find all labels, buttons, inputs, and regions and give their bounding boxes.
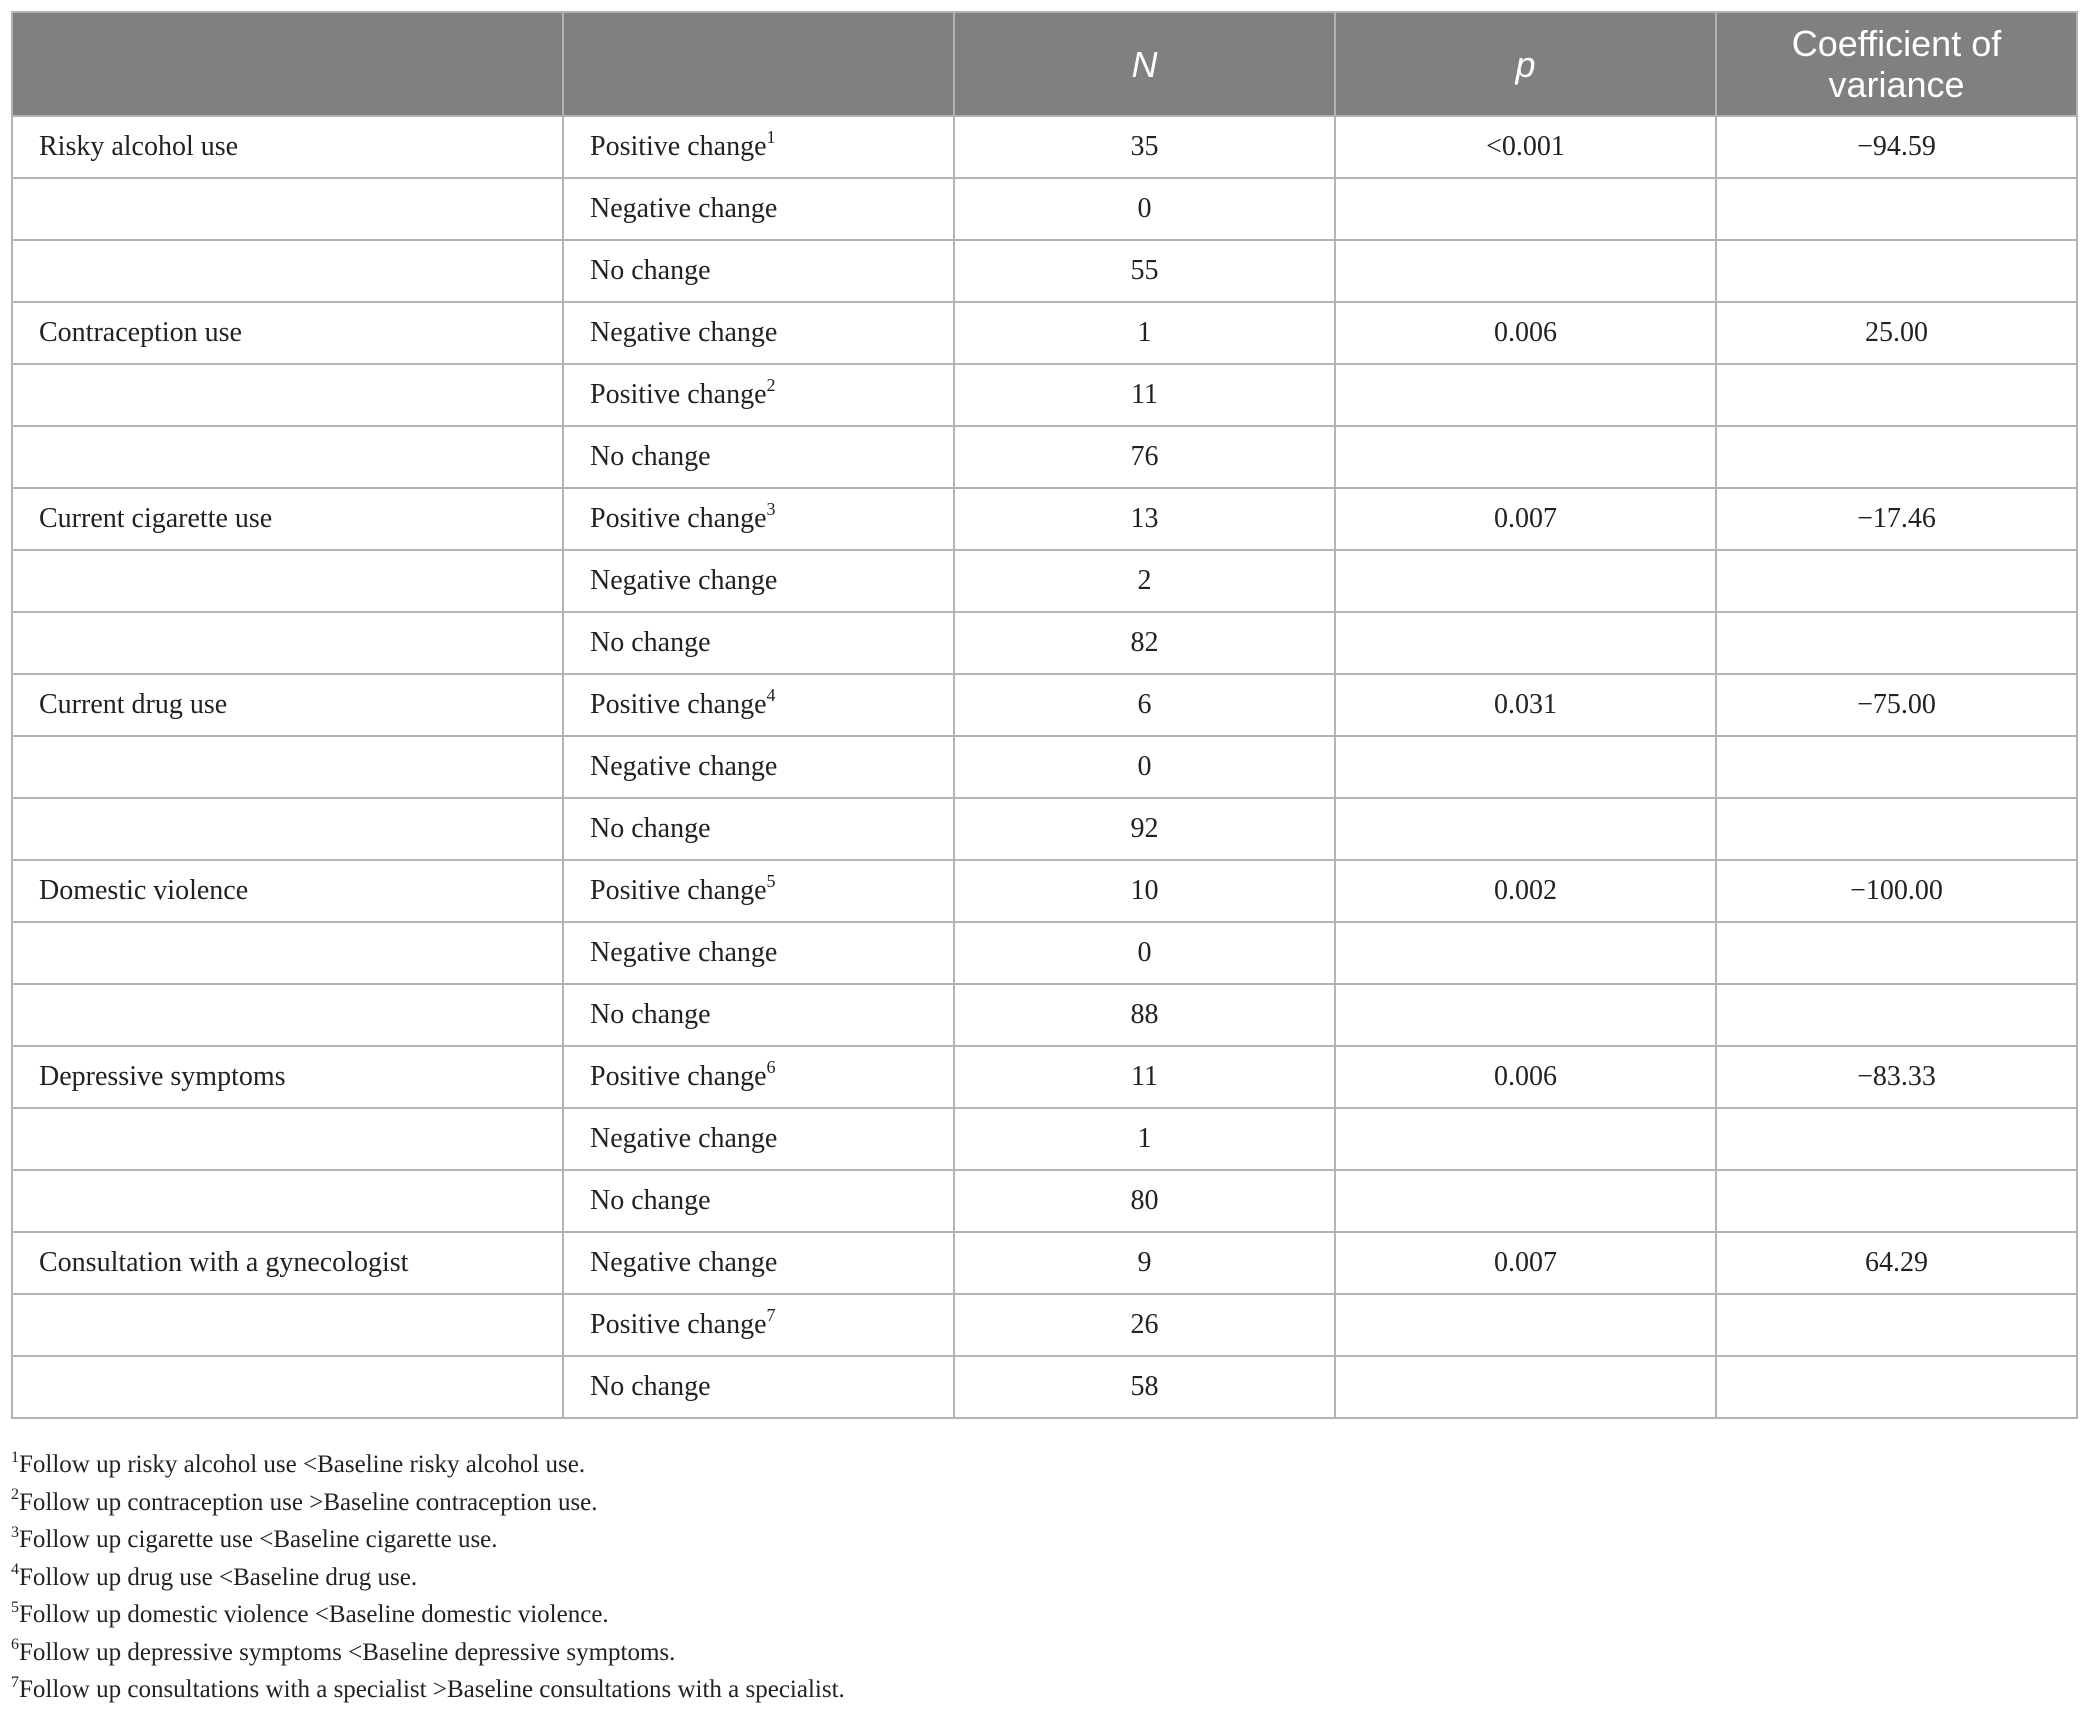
cell-coefficient: 64.29	[1716, 1232, 2077, 1294]
cell-coefficient	[1716, 1356, 2077, 1418]
cell-p	[1335, 922, 1716, 984]
cell-change	[563, 426, 954, 488]
change-label: Negative change	[590, 1247, 778, 1278]
cell-coefficient: −94.59	[1716, 116, 2077, 178]
footnote-text: Follow up depressive symptoms <Baseline depressive symptoms.	[19, 1638, 676, 1666]
cell-coefficient	[1716, 798, 2077, 860]
footnote	[11, 1484, 845, 1522]
footnote-reference: 7	[766, 1304, 776, 1325]
table-row	[12, 860, 2077, 922]
footnote-reference: 4	[766, 684, 776, 705]
footnote-reference: 3	[766, 498, 776, 519]
cell-change	[563, 860, 954, 922]
cell-p: <0.001	[1335, 116, 1716, 178]
cell-category	[12, 1294, 563, 1356]
table-row	[12, 922, 2077, 984]
cell-n: 11	[954, 1046, 1335, 1108]
table-row	[12, 1108, 2077, 1170]
footnote-mark: 5	[11, 1598, 19, 1616]
cell-coefficient: 25.00	[1716, 302, 2077, 364]
cell-coefficient: −75.00	[1716, 674, 2077, 736]
cell-change	[563, 178, 954, 240]
table-header	[12, 12, 2077, 116]
cell-n: 88	[954, 984, 1335, 1046]
footnote	[11, 1634, 845, 1672]
change-label: No change	[590, 999, 711, 1030]
change-label: No change	[590, 627, 711, 658]
cell-p	[1335, 984, 1716, 1046]
footnote-mark: 6	[11, 1636, 19, 1654]
table-row	[12, 302, 2077, 364]
cell-n: 1	[954, 1108, 1335, 1170]
cell-p	[1335, 736, 1716, 798]
table-row	[12, 178, 2077, 240]
cell-coefficient	[1716, 550, 2077, 612]
change-label: Negative change	[590, 751, 778, 782]
cell-n: 1	[954, 302, 1335, 364]
table-row	[12, 1046, 2077, 1108]
cell-change	[563, 1356, 954, 1418]
footnotes	[11, 1446, 845, 1709]
cell-p	[1335, 426, 1716, 488]
cell-p	[1335, 798, 1716, 860]
cell-p: 0.031	[1335, 674, 1716, 736]
footnote-mark: 1	[11, 1448, 19, 1466]
cell-coefficient	[1716, 922, 2077, 984]
table-row	[12, 1356, 2077, 1418]
cell-change	[563, 1046, 954, 1108]
cell-change	[563, 302, 954, 364]
cell-coefficient	[1716, 736, 2077, 798]
cell-p	[1335, 178, 1716, 240]
cell-category	[12, 550, 563, 612]
cell-n: 58	[954, 1356, 1335, 1418]
change-label: No change	[590, 813, 711, 844]
footnote-mark: 4	[11, 1561, 19, 1579]
table-row	[12, 364, 2077, 426]
cell-category	[12, 984, 563, 1046]
cell-category	[12, 240, 563, 302]
cell-p: 0.002	[1335, 860, 1716, 922]
cell-coefficient	[1716, 1108, 2077, 1170]
footnote	[11, 1671, 845, 1709]
change-label: No change	[590, 255, 711, 286]
cell-category	[12, 364, 563, 426]
change-label: Positive change	[590, 1061, 767, 1092]
cell-coefficient	[1716, 612, 2077, 674]
change-label: Negative change	[590, 565, 778, 596]
cell-change	[563, 798, 954, 860]
cell-category	[12, 178, 563, 240]
change-label: Positive change	[590, 689, 767, 720]
cell-n: 13	[954, 488, 1335, 550]
footnote-reference: 6	[766, 1056, 776, 1077]
change-label: Positive change	[590, 131, 767, 162]
cell-coefficient	[1716, 178, 2077, 240]
change-label: Negative change	[590, 317, 778, 348]
cell-change	[563, 550, 954, 612]
cell-p	[1335, 1170, 1716, 1232]
footnote-text: Follow up contraception use >Baseline contraception use.	[19, 1488, 598, 1516]
cell-change	[563, 1108, 954, 1170]
footnote-reference: 5	[766, 870, 776, 891]
footnote	[11, 1521, 845, 1559]
table-row	[12, 798, 2077, 860]
cell-coefficient: −100.00	[1716, 860, 2077, 922]
cell-category	[12, 736, 563, 798]
cell-n: 26	[954, 1294, 1335, 1356]
cell-n: 55	[954, 240, 1335, 302]
footnote-mark: 2	[11, 1486, 19, 1504]
change-label: Positive change	[590, 1309, 767, 1340]
cell-change	[563, 364, 954, 426]
footnote-text: Follow up consultations with a specialist >Baseline consultations with a specialist.	[19, 1676, 845, 1703]
table-row	[12, 612, 2077, 674]
header-coefficient-of-variance: Coefficient of variance	[1716, 12, 2077, 116]
cell-p	[1335, 550, 1716, 612]
header-n: N	[954, 12, 1335, 116]
cell-p: 0.006	[1335, 302, 1716, 364]
cell-change	[563, 116, 954, 178]
cell-coefficient	[1716, 1294, 2077, 1356]
cell-category: Contraception use	[12, 302, 563, 364]
cell-n: 0	[954, 736, 1335, 798]
cell-p	[1335, 1356, 1716, 1418]
table-row	[12, 674, 2077, 736]
results-table	[11, 11, 2078, 1419]
cell-n: 35	[954, 116, 1335, 178]
cell-change	[563, 922, 954, 984]
cell-change	[563, 736, 954, 798]
cell-category: Depressive symptoms	[12, 1046, 563, 1108]
cell-coefficient: −17.46	[1716, 488, 2077, 550]
header-change	[563, 12, 954, 116]
cell-n: 0	[954, 178, 1335, 240]
table-row	[12, 1294, 2077, 1356]
cell-category: Consultation with a gynecologist	[12, 1232, 563, 1294]
table-row	[12, 1170, 2077, 1232]
cell-category: Risky alcohol use	[12, 116, 563, 178]
table-row	[12, 736, 2077, 798]
cell-n: 76	[954, 426, 1335, 488]
footnote-mark: 3	[11, 1523, 19, 1541]
header-category	[12, 12, 563, 116]
change-label: Negative change	[590, 1123, 778, 1154]
change-label: No change	[590, 441, 711, 472]
cell-change	[563, 1170, 954, 1232]
cell-change	[563, 1294, 954, 1356]
cell-n: 0	[954, 922, 1335, 984]
cell-change	[563, 240, 954, 302]
table-row	[12, 984, 2077, 1046]
cell-category	[12, 922, 563, 984]
footnote-reference: 2	[766, 374, 776, 395]
cell-category	[12, 798, 563, 860]
cell-p	[1335, 364, 1716, 426]
cell-coefficient	[1716, 364, 2077, 426]
cell-category: Current cigarette use	[12, 488, 563, 550]
cell-n: 2	[954, 550, 1335, 612]
cell-p	[1335, 1108, 1716, 1170]
cell-change	[563, 612, 954, 674]
cell-change	[563, 984, 954, 1046]
cell-n: 82	[954, 612, 1335, 674]
cell-change	[563, 1232, 954, 1294]
change-label: Negative change	[590, 937, 778, 968]
cell-n: 10	[954, 860, 1335, 922]
table-row	[12, 240, 2077, 302]
table-row	[12, 550, 2077, 612]
cell-change	[563, 488, 954, 550]
header-row	[12, 12, 2077, 116]
footnote-text: Follow up domestic violence <Baseline domestic violence.	[19, 1601, 609, 1628]
cell-category	[12, 1108, 563, 1170]
change-label: Positive change	[590, 379, 767, 410]
footnote-text: Follow up risky alcohol use <Baseline risky alcohol use.	[19, 1451, 586, 1478]
cell-category	[12, 1170, 563, 1232]
footnote-mark: 7	[11, 1673, 19, 1691]
cell-p: 0.007	[1335, 488, 1716, 550]
cell-coefficient	[1716, 984, 2077, 1046]
cell-p: 0.006	[1335, 1046, 1716, 1108]
cell-category: Domestic violence	[12, 860, 563, 922]
cell-coefficient	[1716, 426, 2077, 488]
change-label: No change	[590, 1185, 711, 1216]
cell-coefficient	[1716, 1170, 2077, 1232]
cell-change	[563, 674, 954, 736]
cell-category	[12, 1356, 563, 1418]
cell-n: 80	[954, 1170, 1335, 1232]
cell-p	[1335, 240, 1716, 302]
footnote	[11, 1446, 845, 1484]
change-label: Positive change	[590, 875, 767, 906]
table-row	[12, 116, 2077, 178]
footnote-reference: 1	[766, 126, 776, 147]
header-p: p	[1335, 12, 1716, 116]
cell-n: 9	[954, 1232, 1335, 1294]
cell-category: Current drug use	[12, 674, 563, 736]
cell-p	[1335, 1294, 1716, 1356]
cell-n: 6	[954, 674, 1335, 736]
cell-p: 0.007	[1335, 1232, 1716, 1294]
change-label: Negative change	[590, 193, 778, 224]
cell-n: 11	[954, 364, 1335, 426]
footnote-text: Follow up cigarette use <Baseline cigarette use.	[19, 1526, 498, 1553]
change-label: No change	[590, 1371, 711, 1402]
change-label: Positive change	[590, 503, 767, 534]
table-body	[12, 116, 2077, 1418]
table-row	[12, 426, 2077, 488]
table-row	[12, 1232, 2077, 1294]
footnote	[11, 1559, 845, 1597]
cell-p	[1335, 612, 1716, 674]
cell-coefficient	[1716, 240, 2077, 302]
footnote-text: Follow up drug use <Baseline drug use.	[19, 1563, 418, 1591]
cell-n: 92	[954, 798, 1335, 860]
cell-coefficient: −83.33	[1716, 1046, 2077, 1108]
footnote	[11, 1596, 845, 1634]
results-table-container	[11, 11, 2076, 1419]
table-row	[12, 488, 2077, 550]
cell-category	[12, 612, 563, 674]
cell-category	[12, 426, 563, 488]
